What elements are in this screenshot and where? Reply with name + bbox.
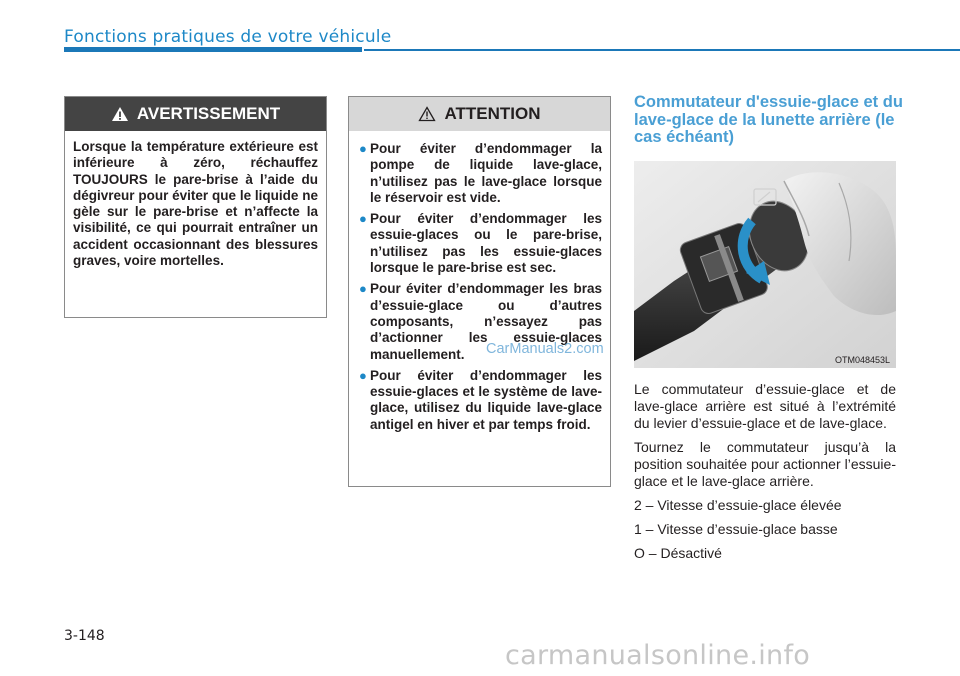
attention-item-text: Pour éviter d’endommager la pompe de liquide lave-glace, n’utilisez pas le lave-glace lorsque le réservoir est vide. — [370, 141, 602, 205]
bullet-icon: ● — [359, 141, 367, 156]
footer-watermark: carmanualsonline.info — [505, 640, 811, 671]
section-title: Fonctions pratiques de votre véhicule — [64, 27, 392, 47]
attention-header — [349, 97, 610, 131]
description-block — [634, 381, 896, 569]
wiper-lever-illustration — [634, 161, 896, 368]
warning-header — [65, 97, 326, 131]
speed-list-item: 1 – Vitesse d’essuie-glace basse — [634, 521, 838, 537]
subsection-title: Commutateur d'essuie-glace et du lave-glace de la lunette arrière (le cas échéant) — [634, 93, 903, 146]
header-rule-thin — [364, 49, 960, 51]
warning-triangle-icon — [111, 106, 129, 122]
speed-list-item: 2 – Vitesse d’essuie-glace élevée — [634, 497, 842, 513]
warning-text: Lorsque la température extérieure est inférieure à zéro, réchauffez TOUJOURS le pare-brise à l’aide du dégivreur pour éviter que le liquide ne gèle sur le pare-brise et n’affecte la visibilité, ce qui pourrait entraîner un accident occasionnant des blessures graves, voire mortelles. — [73, 139, 318, 269]
attention-item-text: Pour éviter d’endommager les bras d’essuie-glace ou d’autres composants, n’essayez pas d’actionner les essuie-glaces manuellement. — [370, 281, 602, 362]
attention-item-text: Pour éviter d’endommager les essuie-glaces ou le pare-brise, n’utilisez pas les essuie-glaces lorsque le pare-brise est sec. — [370, 211, 602, 276]
attention-item-text: Pour éviter d’endommager les essuie-glaces et le système de lave-glace, utilisez du liquide lave-glace antigel en hiver et par temps froid. — [370, 367, 602, 432]
wiper-switch-photo — [634, 161, 896, 368]
description-paragraph: Tournez le commutateur jusqu’à la position souhaitée pour actionner l’essuie-glace et le lave-glace arrière. — [634, 439, 896, 489]
page-number: 3-148 — [64, 628, 105, 644]
bullet-icon: ● — [359, 367, 367, 383]
bullet-icon: ● — [359, 281, 367, 297]
warning-title: AVERTISSEMENT — [136, 104, 281, 123]
image-caption: OTM048453L — [834, 355, 890, 365]
attention-title: ATTENTION — [444, 104, 541, 123]
bullet-icon: ● — [359, 211, 367, 227]
attention-item — [359, 368, 602, 433]
watermark: CarManuals2.com — [486, 341, 604, 357]
description-paragraph: Le commutateur d’essuie-glace et de lave-glace arrière est situé à l’extrémité du levier d’essuie-glace et de lave-glace. — [634, 381, 896, 431]
attention-box — [348, 96, 611, 487]
speed-list-item: O – Désactivé — [634, 545, 722, 561]
caution-triangle-icon — [418, 106, 436, 122]
header-rule-thick — [64, 47, 362, 52]
attention-item — [359, 141, 602, 206]
warning-box — [64, 96, 327, 318]
attention-item — [359, 211, 602, 276]
